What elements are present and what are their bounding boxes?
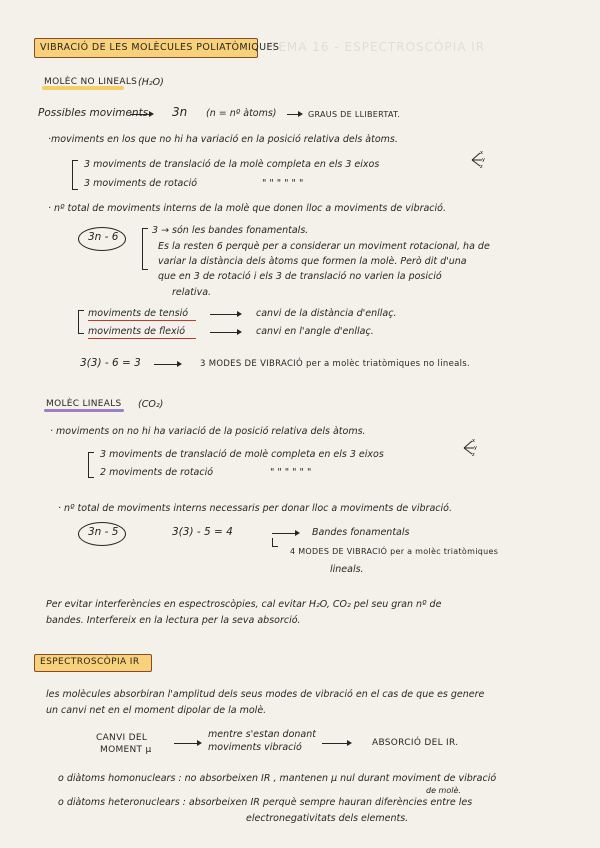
s3-hetero-2: electronegativitats dels elements. [246, 813, 409, 824]
s1-arrow-4 [210, 332, 240, 333]
s1-formula: 3n - 6 [88, 231, 119, 243]
s1-bend-label: moviments de flexió [88, 326, 186, 337]
s2-arrow-1 [272, 533, 298, 534]
s1-bracket-1 [72, 160, 78, 190]
s2-fund: Bandes fonamentals [312, 527, 410, 538]
s3-homo-sub: de molè. [426, 786, 461, 795]
axes-icon [470, 150, 484, 168]
s1-bracket-3 [78, 310, 84, 334]
s2-modes-2: lineals. [330, 564, 364, 575]
s1-reason-2: variar la distància dels àtoms que formen la molè. Però dit d'una [158, 256, 467, 267]
s1-bracket-2 [142, 228, 148, 270]
svg-text:z: z [480, 164, 483, 170]
s1-example-calc: 3(3) - 6 = 3 [80, 357, 141, 369]
s3-mid-1: mentre s'estan donant [208, 729, 316, 740]
s1-stretch-desc: canvi de la distància d'enllaç. [256, 308, 397, 319]
s1-heading: MOLÈC NO LINEALS [44, 77, 138, 87]
s3-heading: ESPECTROSCÒPIA IR [40, 657, 140, 667]
s2-bracket-1 [88, 452, 94, 478]
s2-calc: 3(3) - 5 = 4 [172, 526, 233, 538]
s3-absorption: ABSORCIÓ DEL IR. [372, 738, 459, 748]
s1-reason-1: Es la resten 6 perquè per a considerar un moviment rotacional, ha de [158, 241, 490, 252]
s1-reason-4: relativa. [172, 287, 212, 298]
s1-stretch-underline [88, 320, 196, 321]
s2-modes-1: 4 MODES DE VIBRACIÓ per a molèc triatòmiques [290, 547, 499, 556]
s1-arrow-2 [287, 114, 301, 115]
s2-formula: 3n - 5 [88, 526, 119, 538]
s1-translation: 3 moviments de translació de la molè completa en els 3 eixos [84, 159, 380, 170]
s1-total-internal: · nº total de moviments interns de la molè que donen lloc a moviments de vibració. [48, 203, 446, 214]
s3-mid-2: moviments vibració [208, 742, 302, 753]
s2-intro: · moviments on no hi ha variació de la posició relativa dels àtoms. [50, 426, 366, 437]
svg-text:x: x [472, 438, 475, 444]
s1-ditto: " " " " " " [262, 178, 304, 189]
s1-bend-underline [88, 338, 196, 339]
s1-bend-desc: canvi en l'angle d'enllaç. [256, 326, 374, 337]
s2-total-internal: · nº total de moviments interns necessaris per donar lloc a moviments de vibració. [58, 503, 452, 514]
s3-homo: o diàtoms homonuclears : no absorbeixen IR , mantenen μ nul durant moviment de vibració [58, 773, 497, 784]
svg-text:z: z [472, 452, 475, 458]
s1-arrow-3 [210, 314, 240, 315]
ghost-header: TEMA 16 - ESPECTROSCÒPIA IR [270, 40, 486, 54]
s1-arrow-5 [154, 364, 180, 365]
svg-text:x: x [480, 150, 483, 156]
s1-n-note: (n = nº àtoms) [206, 108, 277, 119]
s1-freedom: GRAUS DE LLIBERTAT. [308, 110, 401, 119]
s2-bracket-2 [272, 538, 278, 547]
s3-line-2: un canvi net en el moment dipolar de la molè. [46, 705, 267, 716]
s3-line-1: les molècules absorbiran l'amplitud dels seus modes de vibració en el cas de que es genere [46, 689, 485, 700]
s3-arrow-1 [174, 743, 200, 744]
s1-example-desc: 3 MODES DE VIBRACIÓ per a molèc triatòmiques no lineals. [200, 359, 471, 369]
s2-ditto: " " " " " " [270, 467, 312, 478]
s1-reason-3: que en 3 de rotació i els 3 de translació no varien la posició [158, 271, 442, 282]
svg-text:y: y [474, 445, 477, 451]
s3-arrow-2 [322, 743, 350, 744]
s2-rotation: 2 moviments de rotació [100, 467, 214, 478]
s2-heading-formula: (CO₂) [138, 399, 164, 410]
s1-heading-formula: (H₂O) [138, 77, 164, 88]
s1-no-change-intro: ·moviments en los que no hi ha variació en la posició relativa dels àtoms. [48, 134, 398, 145]
s1-rotation: 3 moviments de rotació [84, 178, 198, 189]
page-title: VIBRACIÓ DE LES MOLÈCULES POLIATÒMIQUES [40, 42, 280, 53]
s1-movements-label: Possibles moviments [38, 107, 149, 119]
s2-heading: MOLÈC LINEALS [46, 399, 122, 409]
axes-icon-2 [462, 438, 476, 456]
s1-three-n: 3n [172, 105, 188, 119]
interference-1: Per evitar interferències en espectroscòpies, cal evitar H₂O, CO₂ pel seu gran nº de [46, 599, 442, 610]
s2-translation: 3 moviments de translació de molè completa en els 3 eixos [100, 449, 384, 460]
s1-arrow-1 [130, 114, 152, 115]
s3-change-1: CANVI DEL [96, 733, 148, 743]
s1-stretch-label: moviments de tensió [88, 308, 189, 319]
s3-hetero: o diàtoms heteronuclears : absorbeixen IR perquè sempre hauran diferències entre les [58, 797, 473, 808]
interference-2: bandes. Interfereix en la lectura per la seva absorció. [46, 615, 301, 626]
svg-text:y: y [482, 157, 485, 163]
s3-change-2: MOMENT μ [100, 745, 152, 755]
s1-fund: 3 → són les bandes fonamentals. [152, 225, 309, 236]
